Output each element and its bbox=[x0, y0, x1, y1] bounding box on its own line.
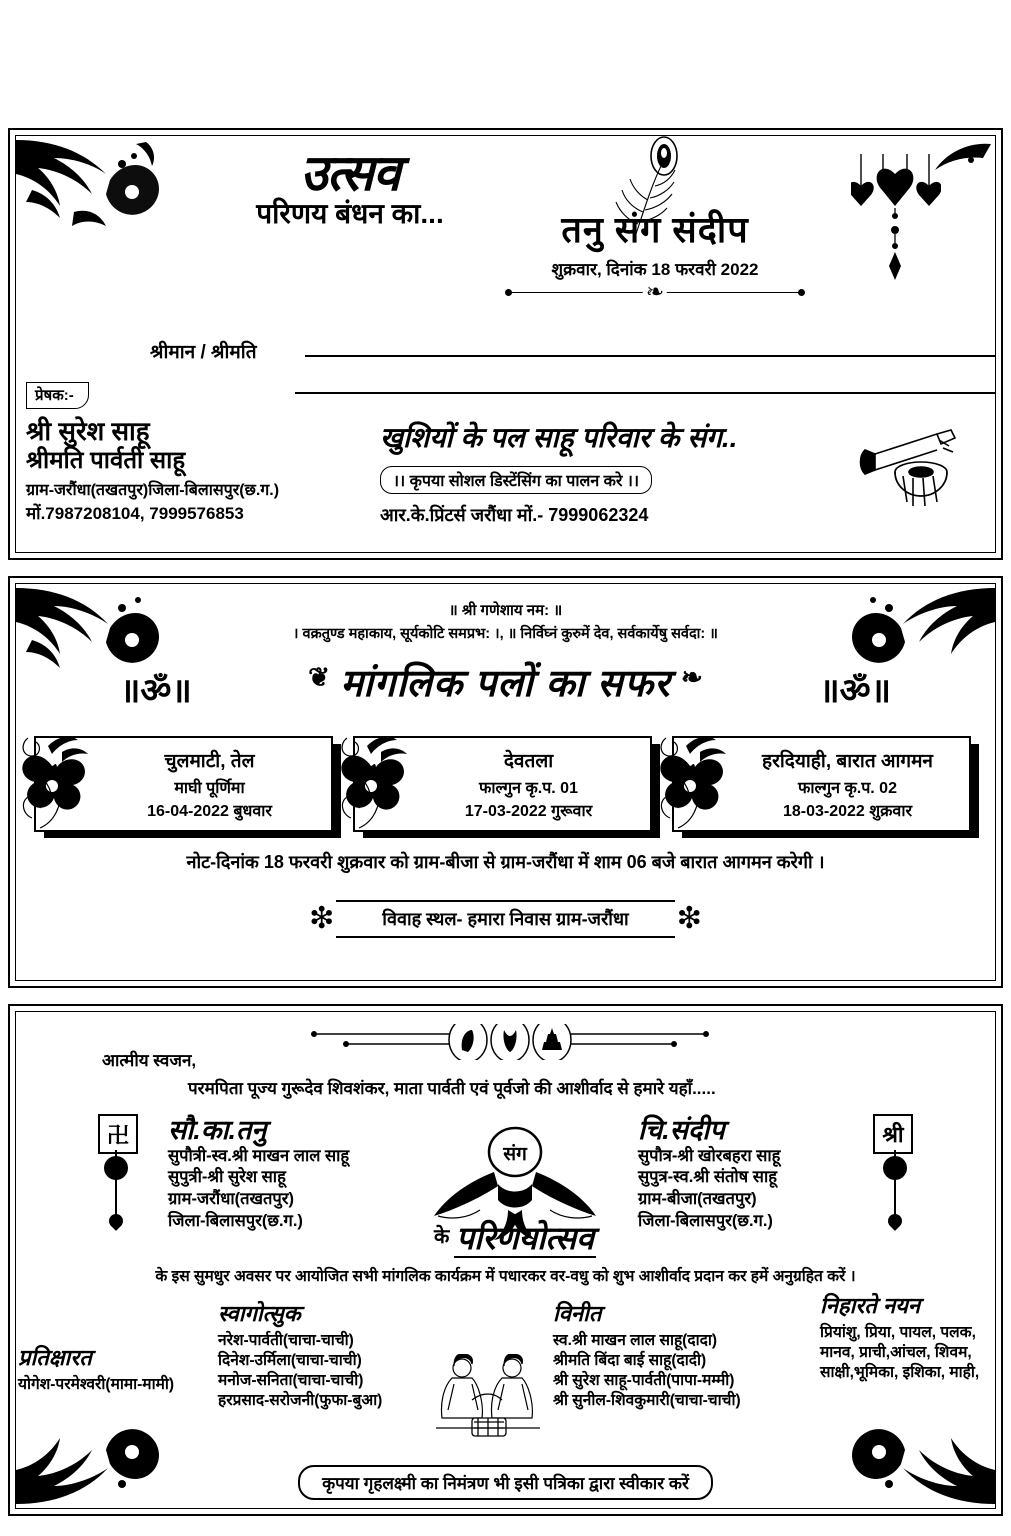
events-banner-title: मांगलिक पलों का सफर bbox=[340, 663, 671, 705]
family-group bbox=[553, 1298, 741, 1412]
rule-dot-left bbox=[505, 289, 512, 296]
event-card bbox=[672, 736, 977, 832]
printer-credit: आर.के.प्रिंटर्स जरौंधा मों.- 7999062324 bbox=[380, 505, 649, 525]
event-date: 17-03-2022 गुरूवार bbox=[464, 803, 593, 820]
group-member: स्व.श्री माखन लाल साहू(दादा) bbox=[553, 1332, 717, 1349]
hanging-bead-ornament-right bbox=[894, 1150, 896, 1228]
utsav-title-block bbox=[200, 145, 500, 229]
event-title: हरदियाही, बारात आगमन bbox=[762, 751, 933, 772]
flourish-icon-right: ❧ bbox=[681, 662, 703, 692]
sender-name-primary: श्री सुरेश साहू bbox=[26, 416, 150, 446]
sender-block bbox=[26, 416, 279, 524]
group-member: नरेश-पार्वती(चाचा-चाची) bbox=[218, 1332, 354, 1349]
hanging-bead-ornament-left bbox=[115, 1150, 117, 1228]
ganesh-mantra-line-2: । वक्रतुण्ड महाकाय, सूर्यकोटि समप्रभ: ।, ॥ निर्विघ्नं कुरुमें देव, सर्वकार्येषु सर्वदा: ॥ bbox=[293, 626, 718, 642]
bride-detail: सुपुत्री-श्री सुरेश साहू bbox=[168, 1168, 286, 1187]
ganesh-icon-right: ॥ॐ॥ bbox=[819, 672, 891, 710]
group-member: प्रियांशु, प्रिया, पायल, पलक, bbox=[820, 1324, 976, 1341]
group-title: प्रतिक्षारत bbox=[18, 1345, 92, 1370]
bride-detail: सुपौत्री-स्व.श्री माखन लाल साहू bbox=[168, 1146, 350, 1165]
group-member: मनोज-सनिता(चाचा-चाची) bbox=[218, 1372, 364, 1390]
top-emblem-divider bbox=[310, 1024, 710, 1060]
greeting-text: आत्मीय स्वजन, bbox=[102, 1051, 197, 1070]
blessing-text: परमपिता पूज्य गुरूदेव शिवशंकर, माता पार्वती एवं पूर्वजो की आशीर्वाद से हमारे यहाँ..... bbox=[188, 1079, 716, 1098]
card-cover bbox=[8, 128, 1003, 560]
bride-detail: जिला-बिलासपुर(छ.ग.) bbox=[168, 1211, 303, 1230]
couple-names: तनु संग संदीप bbox=[561, 209, 749, 250]
shehnai-drum-icon bbox=[851, 426, 971, 522]
event-tithi: फाल्गुन कृ.प. 02 bbox=[798, 780, 897, 797]
groom-block bbox=[638, 1116, 780, 1233]
event-card bbox=[34, 736, 339, 832]
addressee-label: श्रीमान / श्रीमति bbox=[150, 342, 257, 363]
corner-floral-ornament bbox=[14, 134, 174, 244]
group-member: योगेश-परमेश्वरी(मामा-मामी) bbox=[18, 1376, 175, 1393]
seated-couple-illustration bbox=[428, 1354, 546, 1446]
family-group bbox=[18, 1342, 174, 1395]
swastik-icon-left: 卍 bbox=[98, 1114, 138, 1154]
group-member: मानव, प्राची,आंचल, शिवम, bbox=[820, 1344, 972, 1362]
group-title: स्वागोत्सुक bbox=[218, 1301, 301, 1326]
group-member: श्री सुनील-शिवकुमारी(चाचा-चाची) bbox=[553, 1392, 741, 1410]
sender-mobile: मों.7987208104, 7999576853 bbox=[26, 504, 244, 524]
event-tithi: माघी पूर्णिमा bbox=[174, 780, 245, 797]
sender-label: प्रेषक:- bbox=[26, 382, 89, 409]
flourish-icon-left: ❦ bbox=[308, 662, 330, 692]
groom-detail: सुपुत्र-स्व.श्री संतोष साहू bbox=[638, 1168, 777, 1187]
venue-ornament-left: ❇ bbox=[309, 902, 335, 935]
group-title: विनीत bbox=[553, 1301, 602, 1326]
couple-name-block bbox=[480, 209, 830, 304]
decorative-rule bbox=[505, 279, 805, 304]
event-title: देवतला bbox=[503, 751, 554, 772]
ganesh-icon-left: ॥ॐ॥ bbox=[120, 672, 192, 710]
group-member: दिनेश-उर्मिला(चाचा-चाची) bbox=[218, 1352, 362, 1370]
venue-banner bbox=[10, 900, 1001, 938]
parinayotsav-block bbox=[390, 1216, 640, 1259]
venue-text: विवाह स्थल- हमारा निवास ग्राम-जरौंधा bbox=[336, 900, 674, 938]
hanging-hearts-ornament bbox=[851, 152, 941, 282]
swirl-icon: ❧ bbox=[643, 281, 667, 303]
request-line: के इस सुमधुर अवसर पर आयोजित सभी मांगलिक कार्यक्रम में पधारकर वर-वधु को शुभ आशीर्वाद प्रदान कर हमें अनुग्रहित करें । bbox=[155, 1268, 856, 1285]
groom-detail: सुपौत्र-श्री खोरबहरा साहू bbox=[638, 1146, 781, 1165]
addressee-line-2 bbox=[295, 392, 995, 394]
sang-text: संग bbox=[503, 1144, 527, 1165]
event-tithi: फाल्गुन कृ.प. 01 bbox=[479, 780, 578, 797]
group-member: हरप्रसाद-सरोजनी(फुफा-बुआ) bbox=[218, 1392, 383, 1410]
addressee-line-1 bbox=[305, 355, 995, 357]
footer-note: कृपया गृहलक्ष्मी का निमंत्रण भी इसी पत्रिका द्वारा स्वीकार करें bbox=[298, 1465, 713, 1500]
utsav-title: उत्सव bbox=[300, 145, 400, 201]
event-list bbox=[34, 736, 977, 832]
groom-detail: ग्राम-बीजा(तखतपुर) bbox=[638, 1190, 757, 1209]
event-title: चुलमाटी, तेल bbox=[164, 751, 255, 772]
rule-dot-right bbox=[798, 289, 805, 296]
groom-name: चि.संदीप bbox=[638, 1115, 725, 1145]
shri-symbol-icon-right: श्री bbox=[873, 1114, 913, 1154]
ke-word: के bbox=[434, 1226, 450, 1248]
card-main bbox=[8, 1004, 1003, 1516]
footer-note-wrap bbox=[10, 1465, 1001, 1500]
card-events bbox=[8, 576, 1003, 988]
event-date: 18-03-2022 शुक्रवार bbox=[782, 803, 913, 820]
group-member: साक्षी,भूमिका, इशिका, माही, bbox=[820, 1364, 980, 1382]
flower-ornament-icon bbox=[656, 730, 730, 834]
cover-right-block bbox=[380, 418, 850, 527]
family-group bbox=[820, 1290, 979, 1383]
social-distancing-note: ।। कृपया सोशल डिस्टेंसिंग का पालन करे ।। bbox=[380, 466, 652, 494]
utsav-subtitle: परिणय बंधन का... bbox=[256, 198, 444, 229]
groom-detail: जिला-बिलासपुर(छ.ग.) bbox=[638, 1211, 773, 1230]
family-group bbox=[218, 1298, 382, 1412]
sender-address: ग्राम-जरौंधा(तखतपुर)जिला-बिलासपुर(छ.ग.) bbox=[26, 482, 280, 500]
parinayotsav-title: परिणयोत्सव bbox=[455, 1220, 594, 1256]
event-card bbox=[353, 736, 658, 832]
bride-block bbox=[168, 1116, 349, 1233]
group-member: श्री सुरेश साहू-पार्वती(पापा-मम्मी) bbox=[553, 1372, 735, 1390]
wedding-date: शुक्रवार, दिनांक 18 फरवरी 2022 bbox=[551, 260, 759, 279]
group-member: श्रीमति बिंदा बाई साहू(दादी) bbox=[553, 1352, 707, 1370]
ganesh-mantra-line-1: ॥ श्री गणेशाय नम: ॥ bbox=[448, 602, 563, 619]
bride-detail: ग्राम-जरौंधा(तखतपुर) bbox=[168, 1190, 295, 1209]
bride-name: सौ.का.तनु bbox=[168, 1115, 267, 1145]
flower-ornament-icon bbox=[337, 730, 411, 834]
event-date: 16-04-2022 बुधवार bbox=[147, 803, 272, 820]
barat-note: नोट-दिनांक 18 फरवरी शुक्रवार को ग्राम-बीजा से ग्राम-जरौंधा में शाम 06 बजे बारात आगमन करेगी । bbox=[186, 852, 825, 872]
tagline: खुशियों के पल साहू परिवार के संग.. bbox=[380, 422, 738, 453]
group-title: निहारते नयन bbox=[820, 1293, 921, 1318]
sender-name-secondary: श्रीमति पार्वती साहू bbox=[26, 446, 186, 474]
venue-ornament-right: ❇ bbox=[676, 902, 702, 935]
flower-ornament-icon bbox=[18, 730, 92, 834]
